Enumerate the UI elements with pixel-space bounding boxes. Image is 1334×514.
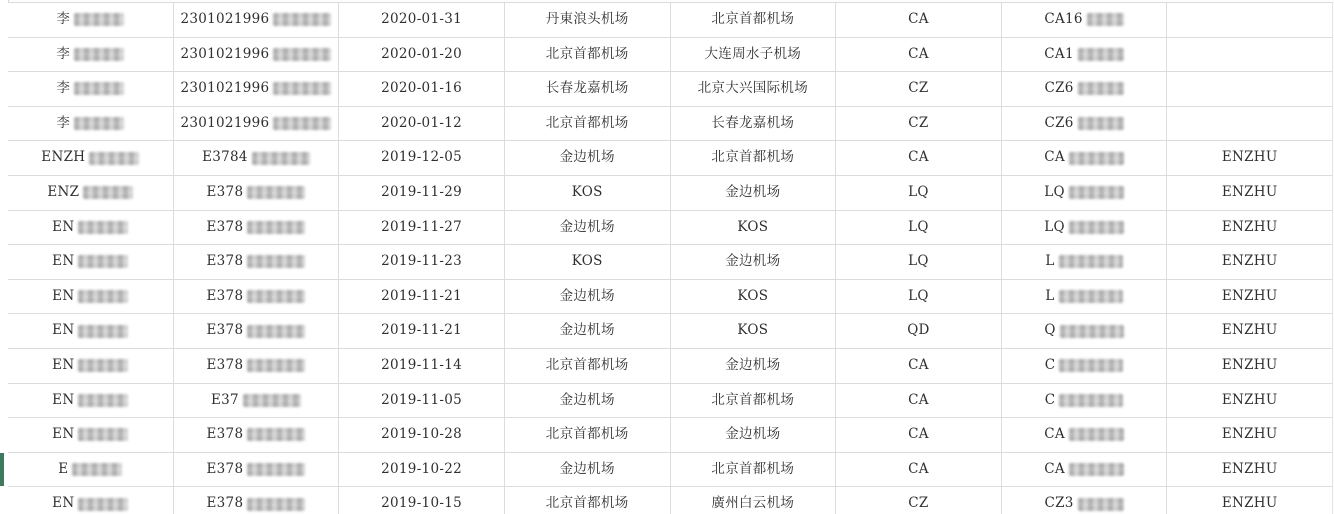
cell-arrival-airport[interactable] bbox=[671, 107, 837, 141]
cell-airline-code[interactable] bbox=[836, 38, 1002, 72]
cell-flight-number[interactable] bbox=[1002, 211, 1168, 245]
flight-number-text: CZ6 bbox=[1044, 80, 1074, 97]
cell-id-number[interactable] bbox=[174, 245, 340, 279]
flight-number-text: LQ bbox=[1044, 218, 1065, 235]
cell-airline-code[interactable] bbox=[836, 3, 1002, 37]
flight-number-text: CA bbox=[1044, 149, 1065, 166]
cell-flight-number[interactable] bbox=[1002, 3, 1168, 37]
redaction-blur bbox=[273, 117, 331, 130]
cell-id-number[interactable] bbox=[174, 487, 340, 514]
cell-departure-airport[interactable] bbox=[505, 3, 671, 37]
passenger-tag-text: ENZHU bbox=[1221, 460, 1278, 477]
cell-flight-number[interactable] bbox=[1002, 314, 1168, 348]
cell-flight-date[interactable] bbox=[339, 418, 505, 452]
flight-number-text: LQ bbox=[1044, 184, 1065, 201]
redaction-blur bbox=[252, 152, 310, 165]
cell-flight-number[interactable] bbox=[1002, 487, 1168, 514]
redaction-blur bbox=[247, 186, 305, 199]
table-row[interactable] bbox=[8, 384, 1333, 419]
flight-number-text: CA bbox=[1044, 460, 1065, 477]
arrival-airport-text: 长春龙嘉机场 bbox=[711, 114, 795, 131]
cell-flight-date[interactable] bbox=[339, 453, 505, 487]
cell-passenger-tag[interactable] bbox=[1167, 384, 1333, 418]
flight-table bbox=[8, 2, 1333, 514]
table-row[interactable] bbox=[8, 487, 1333, 514]
redaction-blur bbox=[247, 290, 305, 303]
passenger-name-text: 李 bbox=[56, 11, 71, 28]
cell-departure-airport[interactable] bbox=[505, 418, 671, 452]
cell-id-number[interactable] bbox=[174, 3, 340, 37]
cell-id-number[interactable] bbox=[174, 453, 340, 487]
airline-code-text: CA bbox=[908, 460, 929, 477]
table-row[interactable] bbox=[8, 453, 1333, 488]
redaction-blur bbox=[1078, 48, 1124, 61]
redaction-blur bbox=[247, 359, 305, 372]
cell-passenger-name[interactable] bbox=[8, 3, 174, 37]
cell-passenger-tag[interactable] bbox=[1167, 38, 1333, 72]
redaction-blur bbox=[247, 255, 305, 268]
flight-number-text: L bbox=[1045, 253, 1055, 270]
redaction-blur bbox=[74, 82, 124, 95]
departure-airport-text: 北京首都机场 bbox=[545, 45, 629, 62]
cell-flight-number[interactable] bbox=[1002, 141, 1168, 175]
id-number-text: E378 bbox=[206, 287, 244, 304]
cell-flight-date[interactable] bbox=[339, 107, 505, 141]
cell-flight-date[interactable] bbox=[339, 141, 505, 175]
id-number-text: E37 bbox=[210, 391, 239, 408]
cell-passenger-name[interactable] bbox=[8, 280, 174, 314]
airline-code-text: CZ bbox=[908, 114, 929, 131]
id-number-text: 2301021996 bbox=[180, 45, 270, 62]
redaction-blur bbox=[1069, 428, 1124, 441]
arrival-airport-text: KOS bbox=[737, 287, 769, 304]
cell-passenger-tag[interactable] bbox=[1167, 211, 1333, 245]
redaction-blur bbox=[247, 221, 305, 234]
redaction-blur bbox=[273, 82, 331, 95]
cell-departure-airport[interactable] bbox=[505, 107, 671, 141]
redaction-blur bbox=[1087, 13, 1124, 26]
id-number-text: 2301021996 bbox=[180, 11, 270, 28]
flight-date-text: 2019-11-21 bbox=[381, 287, 462, 304]
arrival-airport-text: KOS bbox=[737, 218, 769, 235]
cell-airline-code[interactable] bbox=[836, 384, 1002, 418]
redaction-blur bbox=[1059, 359, 1123, 372]
arrival-airport-text: 北京首都机场 bbox=[711, 460, 795, 477]
cell-id-number[interactable] bbox=[174, 141, 340, 175]
passenger-tag-text: ENZHU bbox=[1221, 253, 1278, 270]
id-number-text: E3784 bbox=[202, 149, 248, 166]
cell-arrival-airport[interactable] bbox=[671, 38, 837, 72]
passenger-tag-text: ENZHU bbox=[1221, 218, 1278, 235]
cell-airline-code[interactable] bbox=[836, 280, 1002, 314]
cell-passenger-name[interactable] bbox=[8, 72, 174, 106]
cell-passenger-tag[interactable] bbox=[1167, 72, 1333, 106]
passenger-name-text: EN bbox=[52, 391, 75, 408]
cell-departure-airport[interactable] bbox=[505, 211, 671, 245]
arrival-airport-text: 北京首都机场 bbox=[711, 391, 795, 408]
cell-passenger-name[interactable] bbox=[8, 107, 174, 141]
cell-passenger-tag[interactable] bbox=[1167, 141, 1333, 175]
flight-number-text: CA bbox=[1044, 426, 1065, 443]
cell-id-number[interactable] bbox=[174, 211, 340, 245]
cell-arrival-airport[interactable] bbox=[671, 280, 837, 314]
cell-flight-date[interactable] bbox=[339, 384, 505, 418]
cell-airline-code[interactable] bbox=[836, 487, 1002, 514]
passenger-tag-text: ENZHU bbox=[1221, 495, 1278, 512]
redaction-blur bbox=[78, 255, 128, 268]
redaction-blur bbox=[1059, 394, 1123, 407]
airline-code-text: CA bbox=[908, 391, 929, 408]
cell-flight-number[interactable] bbox=[1002, 349, 1168, 383]
passenger-name-text: 李 bbox=[56, 45, 71, 62]
cell-arrival-airport[interactable] bbox=[671, 349, 837, 383]
passenger-tag-text: ENZHU bbox=[1221, 322, 1278, 339]
cell-passenger-tag[interactable] bbox=[1167, 418, 1333, 452]
cell-airline-code[interactable] bbox=[836, 72, 1002, 106]
cell-flight-number[interactable] bbox=[1002, 418, 1168, 452]
table-row[interactable] bbox=[8, 176, 1333, 211]
airline-code-text: CA bbox=[908, 356, 929, 373]
cell-id-number[interactable] bbox=[174, 107, 340, 141]
airline-code-text: CZ bbox=[908, 80, 929, 97]
cell-passenger-name[interactable] bbox=[8, 349, 174, 383]
passenger-name-text: EN bbox=[52, 253, 75, 270]
departure-airport-text: 北京首都机场 bbox=[545, 114, 629, 131]
cell-flight-number[interactable] bbox=[1002, 245, 1168, 279]
redaction-blur bbox=[1059, 290, 1123, 303]
passenger-tag-text: ENZHU bbox=[1221, 391, 1278, 408]
cell-passenger-tag[interactable] bbox=[1167, 349, 1333, 383]
cell-airline-code[interactable] bbox=[836, 245, 1002, 279]
redaction-blur bbox=[74, 117, 124, 130]
flight-date-text: 2019-11-14 bbox=[381, 356, 462, 373]
table-row[interactable] bbox=[8, 107, 1333, 142]
redaction-blur bbox=[247, 325, 305, 338]
cell-id-number[interactable] bbox=[174, 314, 340, 348]
airline-code-text: CA bbox=[908, 11, 929, 28]
passenger-name-text: 李 bbox=[56, 80, 71, 97]
cell-passenger-tag[interactable] bbox=[1167, 176, 1333, 210]
flight-number-text: L bbox=[1045, 287, 1055, 304]
passenger-name-text: EN bbox=[52, 426, 75, 443]
departure-airport-text: 金边机场 bbox=[559, 460, 615, 477]
cell-flight-date[interactable] bbox=[339, 245, 505, 279]
cell-airline-code[interactable] bbox=[836, 418, 1002, 452]
redaction-blur bbox=[1069, 152, 1124, 165]
cell-airline-code[interactable] bbox=[836, 453, 1002, 487]
flight-date-text: 2019-11-27 bbox=[381, 218, 462, 235]
table-row[interactable] bbox=[8, 349, 1333, 384]
cell-flight-date[interactable] bbox=[339, 176, 505, 210]
arrival-airport-text: 金边机场 bbox=[725, 426, 781, 443]
cell-arrival-airport[interactable] bbox=[671, 176, 837, 210]
redaction-blur bbox=[273, 48, 331, 61]
redaction-blur bbox=[1059, 255, 1123, 268]
flight-date-text: 2019-10-28 bbox=[381, 426, 462, 443]
cell-arrival-airport[interactable] bbox=[671, 3, 837, 37]
cell-flight-number[interactable] bbox=[1002, 176, 1168, 210]
cell-passenger-tag[interactable] bbox=[1167, 453, 1333, 487]
cell-flight-date[interactable] bbox=[339, 211, 505, 245]
cell-passenger-name[interactable] bbox=[8, 418, 174, 452]
passenger-tag-text: ENZHU bbox=[1221, 287, 1278, 304]
airline-code-text: QD bbox=[907, 322, 930, 339]
departure-airport-text: 北京首都机场 bbox=[545, 426, 629, 443]
id-number-text: E378 bbox=[206, 426, 244, 443]
departure-airport-text: 丹東浪头机场 bbox=[545, 11, 629, 28]
cell-arrival-airport[interactable] bbox=[671, 384, 837, 418]
cell-departure-airport[interactable] bbox=[505, 453, 671, 487]
cell-arrival-airport[interactable] bbox=[671, 314, 837, 348]
cell-airline-code[interactable] bbox=[836, 314, 1002, 348]
cell-passenger-tag[interactable] bbox=[1167, 245, 1333, 279]
redaction-blur bbox=[1069, 186, 1124, 199]
id-number-text: 2301021996 bbox=[180, 80, 270, 97]
airline-code-text: CA bbox=[908, 426, 929, 443]
flight-date-text: 2019-12-05 bbox=[381, 149, 462, 166]
airline-code-text: CZ bbox=[908, 495, 929, 512]
table-row[interactable] bbox=[8, 245, 1333, 280]
cell-arrival-airport[interactable] bbox=[671, 72, 837, 106]
airline-code-text: LQ bbox=[908, 287, 929, 304]
cell-airline-code[interactable] bbox=[836, 141, 1002, 175]
passenger-name-text: EN bbox=[52, 218, 75, 235]
airline-code-text: LQ bbox=[908, 184, 929, 201]
cell-airline-code[interactable] bbox=[836, 211, 1002, 245]
id-number-text: E378 bbox=[206, 184, 244, 201]
redaction-blur bbox=[247, 428, 305, 441]
cell-arrival-airport[interactable] bbox=[671, 141, 837, 175]
cell-flight-date[interactable] bbox=[339, 314, 505, 348]
redaction-blur bbox=[74, 48, 124, 61]
cell-departure-airport[interactable] bbox=[505, 176, 671, 210]
departure-airport-text: 金边机场 bbox=[559, 218, 615, 235]
cell-id-number[interactable] bbox=[174, 38, 340, 72]
cell-flight-date[interactable] bbox=[339, 72, 505, 106]
arrival-airport-text: 大连周水子机场 bbox=[704, 45, 802, 62]
passenger-tag-text: ENZHU bbox=[1221, 149, 1278, 166]
cell-arrival-airport[interactable] bbox=[671, 245, 837, 279]
id-number-text: E378 bbox=[206, 495, 244, 512]
cell-airline-code[interactable] bbox=[836, 176, 1002, 210]
id-number-text: E378 bbox=[206, 322, 244, 339]
cell-passenger-name[interactable] bbox=[8, 211, 174, 245]
id-number-text: E378 bbox=[206, 460, 244, 477]
cell-passenger-name[interactable] bbox=[8, 245, 174, 279]
cell-id-number[interactable] bbox=[174, 418, 340, 452]
cell-airline-code[interactable] bbox=[836, 107, 1002, 141]
airline-code-text: LQ bbox=[908, 253, 929, 270]
arrival-airport-text: 金边机场 bbox=[725, 184, 781, 201]
redaction-blur bbox=[78, 394, 128, 407]
airline-code-text: CA bbox=[908, 149, 929, 166]
cell-departure-airport[interactable] bbox=[505, 384, 671, 418]
table-row[interactable] bbox=[8, 314, 1333, 349]
redaction-blur bbox=[89, 152, 139, 165]
departure-airport-text: 北京首都机场 bbox=[545, 495, 629, 512]
cell-departure-airport[interactable] bbox=[505, 314, 671, 348]
redaction-blur bbox=[78, 428, 128, 441]
flight-number-text: Q bbox=[1044, 322, 1056, 339]
airline-code-text: CA bbox=[908, 45, 929, 62]
cell-passenger-name[interactable] bbox=[8, 487, 174, 514]
cell-departure-airport[interactable] bbox=[505, 245, 671, 279]
redaction-blur bbox=[83, 186, 133, 199]
flight-date-text: 2020-01-31 bbox=[381, 11, 462, 28]
cell-flight-date[interactable] bbox=[339, 280, 505, 314]
table-row[interactable] bbox=[8, 280, 1333, 315]
passenger-tag-text: ENZHU bbox=[1221, 426, 1278, 443]
cell-id-number[interactable] bbox=[174, 176, 340, 210]
flight-date-text: 2019-11-29 bbox=[381, 184, 462, 201]
table-row[interactable] bbox=[8, 72, 1333, 107]
cell-passenger-name[interactable] bbox=[8, 38, 174, 72]
cell-flight-number[interactable] bbox=[1002, 72, 1168, 106]
cell-passenger-tag[interactable] bbox=[1167, 314, 1333, 348]
arrival-airport-text: 北京首都机场 bbox=[711, 149, 795, 166]
flight-number-text: C bbox=[1044, 391, 1056, 408]
departure-airport-text: 金边机场 bbox=[559, 287, 615, 304]
flight-date-text: 2019-10-15 bbox=[381, 495, 462, 512]
cell-flight-date[interactable] bbox=[339, 487, 505, 514]
flight-date-text: 2019-11-21 bbox=[381, 322, 462, 339]
flight-number-text: C bbox=[1044, 356, 1056, 373]
table-row[interactable] bbox=[8, 38, 1333, 73]
cell-id-number[interactable] bbox=[174, 349, 340, 383]
departure-airport-text: KOS bbox=[571, 184, 603, 201]
departure-airport-text: 长春龙嘉机场 bbox=[545, 80, 629, 97]
flight-number-text: CA16 bbox=[1044, 11, 1083, 28]
cell-departure-airport[interactable] bbox=[505, 349, 671, 383]
arrival-airport-text: KOS bbox=[737, 322, 769, 339]
cell-departure-airport[interactable] bbox=[505, 487, 671, 514]
flight-number-text: CZ3 bbox=[1044, 495, 1074, 512]
passenger-name-text: ENZ bbox=[47, 184, 80, 201]
arrival-airport-text: 北京首都机场 bbox=[711, 11, 795, 28]
cell-passenger-name[interactable] bbox=[8, 141, 174, 175]
redaction-blur bbox=[72, 463, 122, 476]
redaction-blur bbox=[247, 463, 305, 476]
passenger-name-text: 李 bbox=[56, 114, 71, 131]
table-row[interactable] bbox=[8, 211, 1333, 246]
cell-flight-date[interactable] bbox=[339, 38, 505, 72]
passenger-name-text: EN bbox=[52, 495, 75, 512]
passenger-name-text: EN bbox=[52, 356, 75, 373]
arrival-airport-text: 廣州白云机场 bbox=[711, 495, 795, 512]
cell-passenger-name[interactable] bbox=[8, 384, 174, 418]
cell-passenger-name[interactable] bbox=[8, 453, 174, 487]
redaction-blur bbox=[1069, 463, 1124, 476]
cell-passenger-name[interactable] bbox=[8, 314, 174, 348]
row-selection-marker bbox=[0, 453, 4, 487]
flight-date-text: 2019-10-22 bbox=[381, 460, 462, 477]
cell-departure-airport[interactable] bbox=[505, 280, 671, 314]
id-number-text: E378 bbox=[206, 218, 244, 235]
flight-number-text: CA1 bbox=[1044, 45, 1074, 62]
flight-date-text: 2019-11-05 bbox=[381, 391, 462, 408]
passenger-name-text: ENZH bbox=[41, 149, 86, 166]
cell-passenger-tag[interactable] bbox=[1167, 3, 1333, 37]
redaction-blur bbox=[78, 325, 128, 338]
cell-flight-date[interactable] bbox=[339, 349, 505, 383]
passenger-tag-text: ENZHU bbox=[1221, 356, 1278, 373]
passenger-name-text: EN bbox=[52, 322, 75, 339]
departure-airport-text: 金边机场 bbox=[559, 149, 615, 166]
flight-date-text: 2020-01-20 bbox=[381, 45, 462, 62]
departure-airport-text: 北京首都机场 bbox=[545, 356, 629, 373]
id-number-text: E378 bbox=[206, 356, 244, 373]
redaction-blur bbox=[1060, 325, 1124, 338]
flight-date-text: 2019-11-23 bbox=[381, 253, 462, 270]
redaction-blur bbox=[243, 394, 301, 407]
cell-departure-airport[interactable] bbox=[505, 141, 671, 175]
airline-code-text: LQ bbox=[908, 218, 929, 235]
redaction-blur bbox=[78, 290, 128, 303]
redaction-blur bbox=[74, 13, 124, 26]
cell-passenger-tag[interactable] bbox=[1167, 107, 1333, 141]
redaction-blur bbox=[1078, 117, 1124, 130]
arrival-airport-text: 金边机场 bbox=[725, 253, 781, 270]
redaction-blur bbox=[78, 359, 128, 372]
cell-id-number[interactable] bbox=[174, 384, 340, 418]
arrival-airport-text: 北京大兴国际机场 bbox=[697, 80, 809, 97]
cell-arrival-airport[interactable] bbox=[671, 453, 837, 487]
cell-flight-number[interactable] bbox=[1002, 453, 1168, 487]
cell-passenger-name[interactable] bbox=[8, 176, 174, 210]
flight-date-text: 2020-01-12 bbox=[381, 114, 462, 131]
redaction-blur bbox=[78, 221, 128, 234]
departure-airport-text: KOS bbox=[571, 253, 603, 270]
cell-arrival-airport[interactable] bbox=[671, 418, 837, 452]
table-row[interactable] bbox=[8, 418, 1333, 453]
id-number-text: E378 bbox=[206, 253, 244, 270]
cell-arrival-airport[interactable] bbox=[671, 211, 837, 245]
cell-flight-number[interactable] bbox=[1002, 107, 1168, 141]
redaction-blur bbox=[78, 498, 128, 511]
passenger-name-text: EN bbox=[52, 287, 75, 304]
cell-departure-airport[interactable] bbox=[505, 72, 671, 106]
redaction-blur bbox=[247, 498, 305, 511]
flight-number-text: CZ6 bbox=[1044, 114, 1074, 131]
passenger-tag-text: ENZHU bbox=[1221, 184, 1278, 201]
departure-airport-text: 金边机场 bbox=[559, 391, 615, 408]
table-row[interactable] bbox=[8, 3, 1333, 38]
redaction-blur bbox=[1078, 82, 1124, 95]
redaction-blur bbox=[1078, 498, 1124, 511]
cell-id-number[interactable] bbox=[174, 72, 340, 106]
arrival-airport-text: 金边机场 bbox=[725, 356, 781, 373]
departure-airport-text: 金边机场 bbox=[559, 322, 615, 339]
cell-departure-airport[interactable] bbox=[505, 38, 671, 72]
cell-id-number[interactable] bbox=[174, 280, 340, 314]
cell-flight-number[interactable] bbox=[1002, 38, 1168, 72]
cell-passenger-tag[interactable] bbox=[1167, 487, 1333, 514]
id-number-text: 2301021996 bbox=[180, 114, 270, 131]
redaction-blur bbox=[1069, 221, 1124, 234]
table-row[interactable] bbox=[8, 141, 1333, 176]
cell-flight-date[interactable] bbox=[339, 3, 505, 37]
cell-arrival-airport[interactable] bbox=[671, 487, 837, 514]
passenger-name-text: E bbox=[58, 460, 69, 477]
cell-passenger-tag[interactable] bbox=[1167, 280, 1333, 314]
flight-date-text: 2020-01-16 bbox=[381, 80, 462, 97]
redaction-blur bbox=[273, 13, 331, 26]
cell-airline-code[interactable] bbox=[836, 349, 1002, 383]
cell-flight-number[interactable] bbox=[1002, 280, 1168, 314]
cell-flight-number[interactable] bbox=[1002, 384, 1168, 418]
